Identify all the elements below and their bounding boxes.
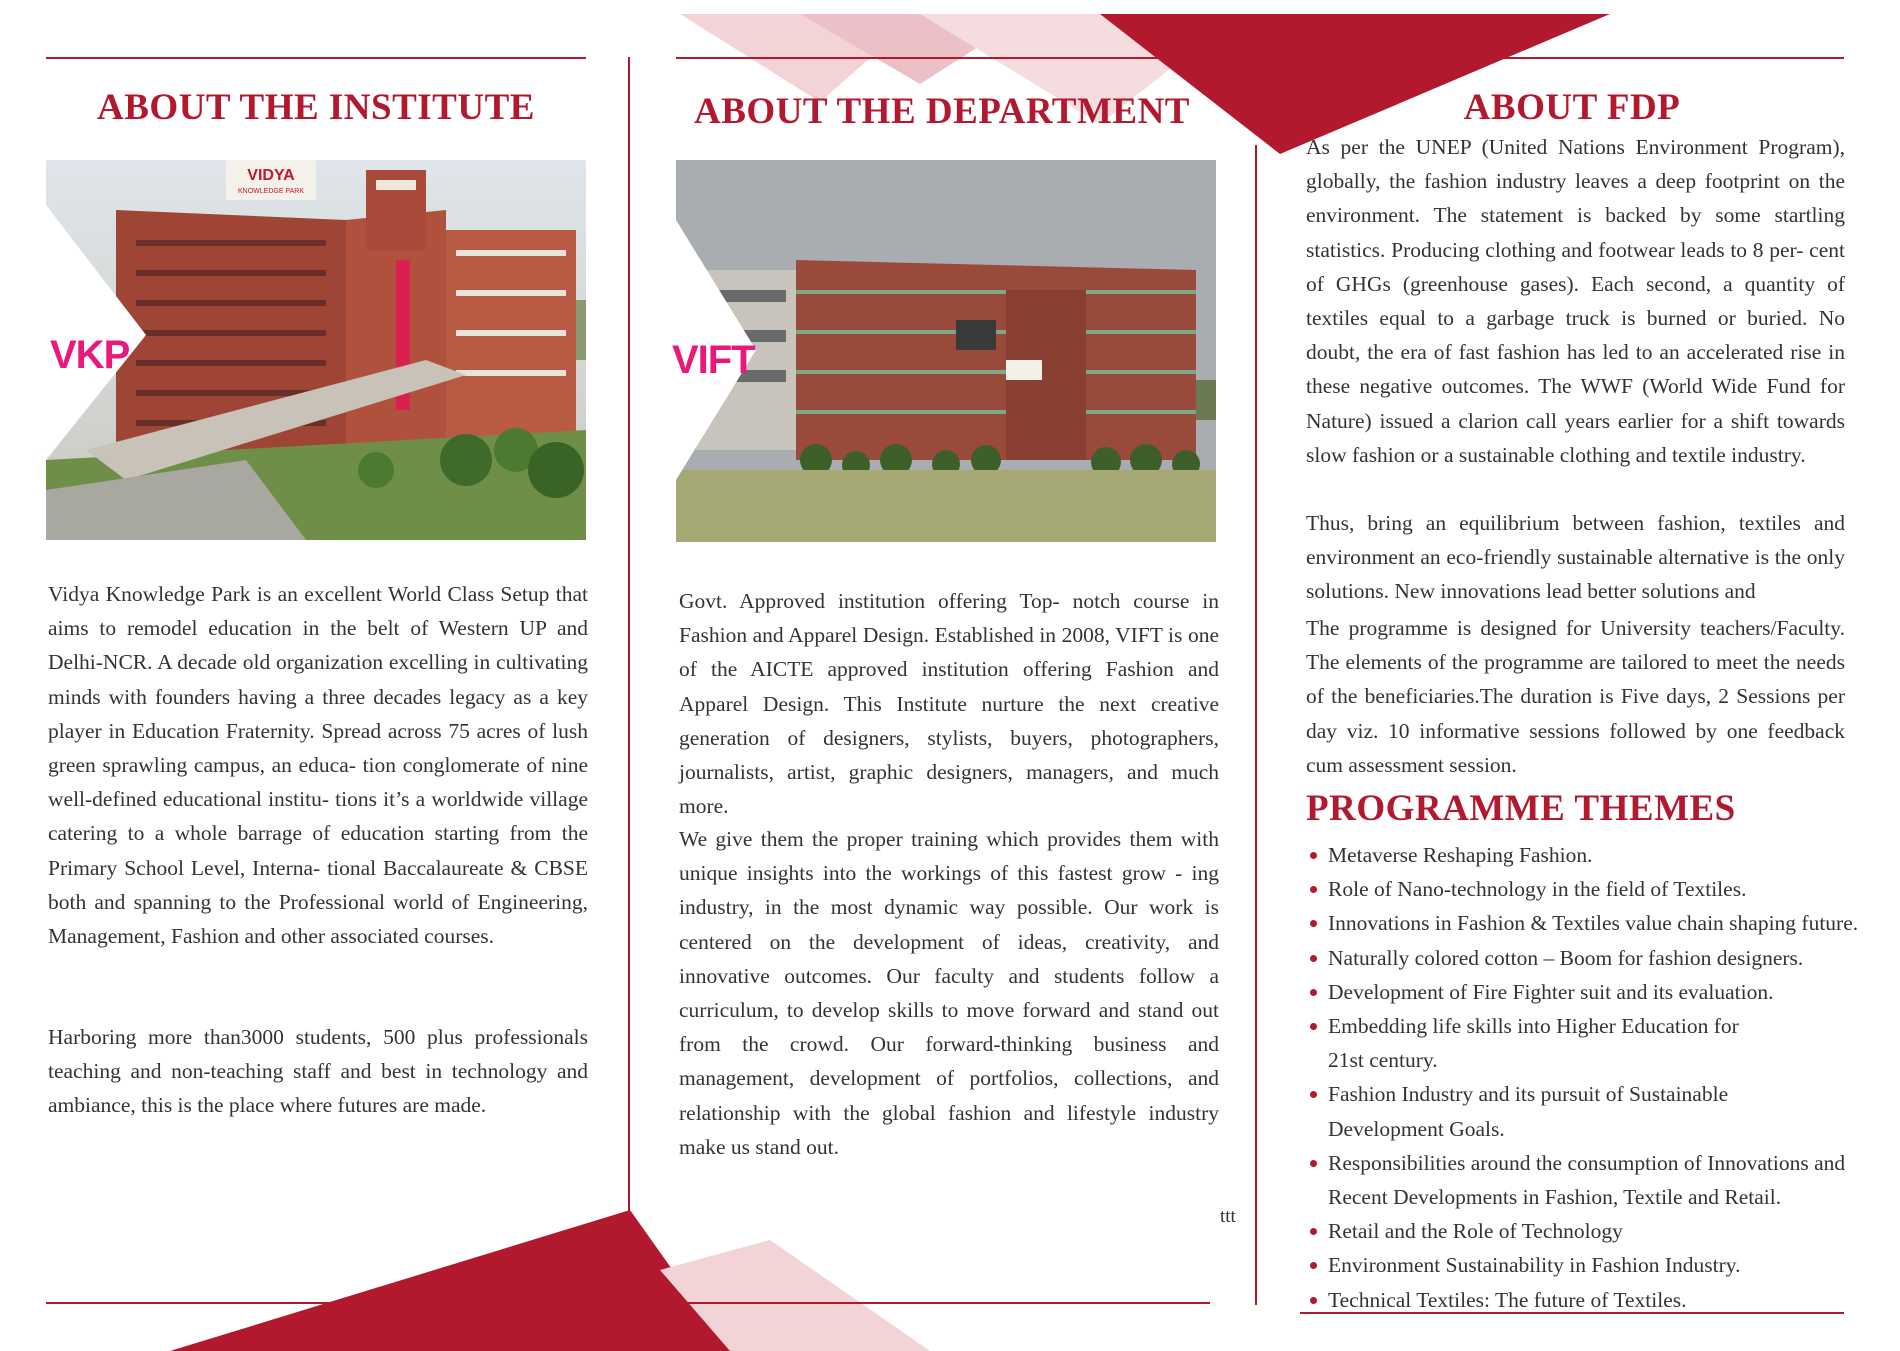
fdp-para-2: Thus, bring an equilibrium between fashion, textiles and environment an eco-friendly sustainable alternative is the only solutions. New innovations lead better solutions and xyxy=(1306,511,1845,604)
theme-item: Environment Sustainability in Fashion Industry. xyxy=(1306,1248,1896,1282)
themes-heading: PROGRAMME THEMES xyxy=(1306,788,1736,829)
bottom-decoration xyxy=(170,1210,930,1351)
theme-item: Retail and the Role of Technology xyxy=(1306,1214,1896,1248)
column-divider-1 xyxy=(628,57,630,1222)
theme-item: Responsibilities around the consumption of Innovations and Recent Developments in Fashion, Textile and Retail. xyxy=(1306,1146,1878,1214)
theme-item: Naturally colored cotton – Boom for fashion designers. xyxy=(1306,941,1896,975)
institute-badge: VKP xyxy=(50,333,130,377)
top-rule-left xyxy=(46,57,586,59)
theme-item: Fashion Industry and its pursuit of Sustainable Development Goals. xyxy=(1306,1077,1758,1145)
theme-item: Embedding life skills into Higher Education for 21st century. xyxy=(1306,1009,1758,1077)
fdp-heading: ABOUT FDP xyxy=(1463,87,1681,128)
theme-item: Development of Fire Fighter suit and its evaluation. xyxy=(1306,975,1896,1009)
theme-item: Role of Nano-technology in the field of Textiles. xyxy=(1306,872,1896,906)
fdp-para-1: As per the UNEP (United Nations Environment Program), globally, the fashion industry leaves a deep footprint on the environment. The statement is backed by some startling statistics. Producing clothing and footwear leads to 8 per- cent of GHGs (greenhouse gases). Each second, a quantity of textiles equal to a garbage truck is burned or buried. No doubt, the era of fast fashion has led to an accelerated rise in these negative outcomes. The WWF (World Wide Fund for Nature) issued a clarion call years earlier for a shift towards slow fashion or a sustainable clothing and textile industry. xyxy=(1306,135,1845,467)
department-para-1: Govt. Approved institution offering Top- notch course in Fashion and Apparel Design. Established in 2008, VIFT is one of the AICTE approved institution offering Fashion and Apparel Design. This Institute nurture the next creative generation of designers, stylists, buyers, photographers, journalists, artist, graphic designers, managers, and much more. xyxy=(679,589,1219,819)
theme-item: Metaverse Reshaping Fashion. xyxy=(1306,838,1896,872)
institute-heading: ABOUT THE INSTITUTE xyxy=(97,87,535,128)
theme-item: Technical Textiles: The future of Textiles. xyxy=(1306,1283,1896,1317)
fdp-para-3: The programme is designed for University teachers/Faculty. The elements of the programme are tailored to meet the needs of the beneficiaries.The duration is Five days, 2 Sessions per day viz. 10 informative sessions followed by one feedback cum assessment session. xyxy=(1306,616,1845,777)
institute-para-2: Harboring more than3000 students, 500 plus professionals teaching and non-teaching staff and best in technology and ambiance, this is the place where futures are made. xyxy=(48,1025,588,1118)
bottom-rule-left xyxy=(46,1302,1210,1304)
department-para-2: We give them the proper training which provides them with unique insights into the workings of this fastest grow - ing industry, in the most dynamic way possible. Our work is centered on the development of ideas, creativity, and innovative outcomes. Our faculty and students follow a curriculum, to develop skills to move forward and stand out from the crowd. Our forward-thinking business and management, development of portfolios, collections, and relationship with the global fashion and lifestyle industry make us stand out. xyxy=(679,827,1219,1159)
column-divider-2 xyxy=(1255,145,1257,1305)
department-photo xyxy=(676,160,1216,542)
institute-para-1: Vidya Knowledge Park is an excellent World Class Setup that aims to remodel education in the belt of Western UP and Delhi-NCR. A decade old organization excelling in cultivating minds with founders having a three decades legacy as a key player in Education Fraternity. Spread across 75 acres of lush green sprawling campus, an educa- tion conglomerate of nine well-defined educational institu- tions it’s a worldwide village catering to a whole barrage of education starting from the Primary School Level, Interna- tional Baccalaureate & CBSE both and spanning to the Professional world of Engineering, Management, Fashion and other associated courses. xyxy=(48,582,588,949)
department-heading: ABOUT THE DEPARTMENT xyxy=(694,91,1190,132)
department-footnote: ttt xyxy=(1220,1206,1236,1227)
themes-list xyxy=(1306,838,1896,1317)
institute-sign: VIDYA xyxy=(247,167,295,184)
department-badge: VIFT xyxy=(672,338,755,382)
theme-item: Innovations in Fashion & Textiles value chain shaping future. xyxy=(1306,906,1896,940)
top-rule-right xyxy=(676,57,1844,59)
institute-sign-sub: KNOWLEDGE PARK xyxy=(238,188,304,195)
